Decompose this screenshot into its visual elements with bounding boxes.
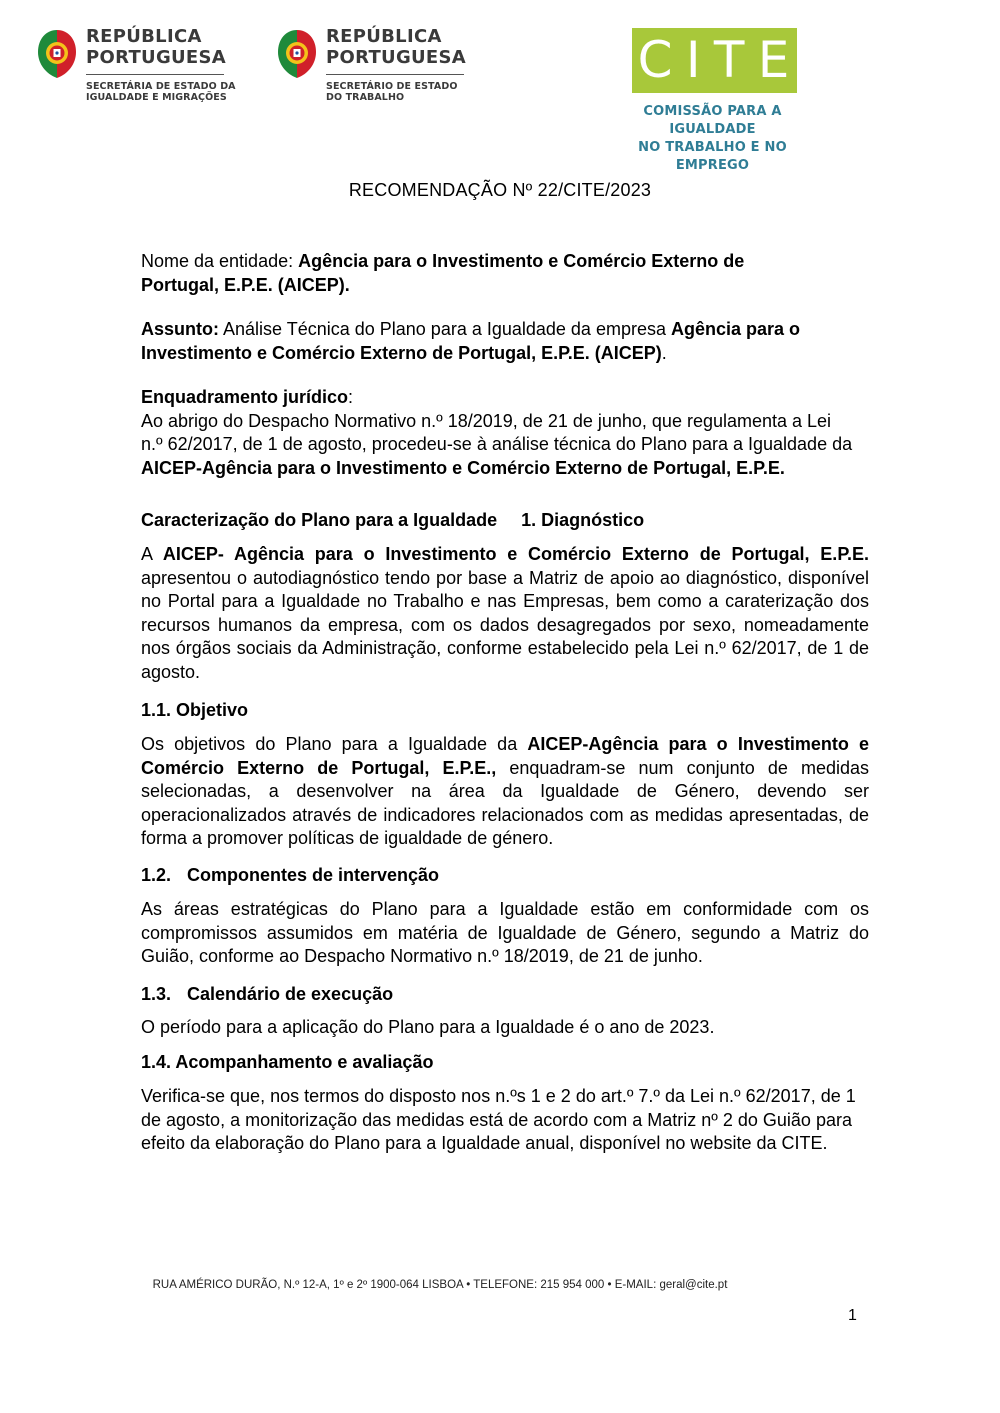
diagnostic-paragraph xyxy=(141,543,869,684)
cite-caption-line-1: COMISSÃO PARA A IGUALDADE xyxy=(643,104,782,137)
entity-paragraph xyxy=(141,250,781,297)
subject-label: Assunto: xyxy=(141,319,219,339)
logo-divider xyxy=(326,74,464,75)
diagnostic-company: AICEP- Agência para o Investimento e Comércio Externo de Portugal, E.P.E. xyxy=(162,544,870,564)
cite-logo-caption xyxy=(605,103,820,175)
legal-framework-text: Ao abrigo do Despacho Normativo n.º 18/2019, de 21 de junho, que regulamenta a Lei n.º 62/2017, de 1 de agosto, procedeu-se à análise técnica do Plano para a Igualdade da xyxy=(141,410,853,454)
legal-framework-paragraph xyxy=(141,386,856,480)
document-title: RECOMENDAÇÃO Nº 22/CITE/2023 xyxy=(348,180,652,200)
secretariat-line-1: SECRETÁRIA DE ESTADO DA xyxy=(86,81,236,92)
secretariat-line-2: IGUALDADE E MIGRAÇÕES xyxy=(86,92,227,103)
section-1-4-heading: 1.4. Acompanhamento e avaliação xyxy=(141,1052,434,1072)
subject-company: Agência para o Investimento e Comércio Externo de Portugal, E.P.E. (AICEP) xyxy=(141,319,801,363)
entity-name: Agência para o Investimento e Comércio Externo de Portugal, E.P.E. (AICEP). xyxy=(141,251,745,295)
cite-letter-c: C xyxy=(637,31,675,89)
section-1-1-text-b: enquadram-se num conjunto de medidas selecionadas, a desenvolver na área da Igualdade de Género, devendo ser operacionalizados através de indicadores relacionados com as medidas apresentadas, de forma a promover políticas de igualdade de género. xyxy=(141,757,869,848)
republica-portuguesa-igualdade-logo xyxy=(36,26,236,116)
section-1-2-title: Componentes de intervenção xyxy=(187,865,440,885)
legal-framework-label: Enquadramento jurídico xyxy=(141,387,349,407)
republica-portuguesa-trabalho-logo xyxy=(276,26,466,116)
section-1-3-number: 1.3. xyxy=(141,984,172,1004)
section-1-1-heading: 1.1. Objetivo xyxy=(141,700,249,720)
footer-address: RUA AMÉRICO DURÃO, N.º 12-A, 1º e 2º 1900-064 LISBOA • TELEFONE: 215 954 000 • E-MAIL: geral@cite.pt xyxy=(152,1279,728,1291)
portuguese-coat-of-arms-icon xyxy=(276,28,318,80)
subject-paragraph xyxy=(141,318,806,365)
cite-letter-e: E xyxy=(757,31,792,89)
diagnostic-section-title: 1. Diagnóstico xyxy=(521,510,645,530)
section-1-3-paragraph: O período para a aplicação do Plano para a Igualdade é o ano de 2023. xyxy=(141,1017,715,1037)
secretariat-line-1: SECRETÁRIO DE ESTADO xyxy=(326,81,458,92)
portuguese-coat-of-arms-icon xyxy=(36,28,78,80)
entity-separator: : xyxy=(288,251,299,271)
section-1-2-number: 1.2. xyxy=(141,865,172,885)
government-name-line-2: PORTUGUESA xyxy=(326,47,467,68)
characterization-title: Caracterização do Plano para a Igualdade xyxy=(141,510,498,530)
section-1-4-paragraph: Verifica-se que, nos termos do disposto nos n.ºs 1 e 2 do art.º 7.º da Lei n.º 62/2017, de 1 de agosto, a monitorização das medidas está de acordo com a Matriz nº 2 do Guião para efeito da elaboração do Plano para a Igualdade anual, disponível no website da CITE. xyxy=(141,1086,856,1153)
section-1-1-company: AICEP-Agência para o Investimento e Comércio Externo de Portugal, E.P.E., xyxy=(141,734,869,778)
logo-divider xyxy=(86,74,224,75)
subject-text: Análise Técnica do Plano para a Igualdade da empresa xyxy=(219,319,671,339)
government-name-line-1: REPÚBLICA xyxy=(86,26,202,47)
secretariat-line-2: DO TRABALHO xyxy=(326,92,405,103)
diagnostic-intro: A xyxy=(141,544,163,564)
section-1-2-paragraph: As áreas estratégicas do Plano para a Igualdade estão em conformidade com os compromissos assumidos em matéria de Igualdade de Género, segundo a Matriz do Guião, conforme ao Despacho Normativo n.º 18/2019, de 21 de junho. xyxy=(141,899,869,966)
characterization-heading xyxy=(141,508,644,532)
cite-caption-line-2: NO TRABALHO E NO EMPREGO xyxy=(638,140,787,173)
section-1-1-text-a: Os objetivos do Plano para a Igualdade da xyxy=(141,734,528,754)
government-name-line-2: PORTUGUESA xyxy=(86,47,227,68)
subject-end: . xyxy=(661,342,667,363)
page-number: 1 xyxy=(848,1307,857,1324)
legal-framework-company: AICEP-Agência para o Investimento e Comércio Externo de Portugal, E.P.E. xyxy=(141,457,785,478)
cite-letter-i: I xyxy=(685,31,703,89)
cite-logo-box xyxy=(632,28,797,93)
cite-logo-wordmark xyxy=(632,28,797,93)
section-1-3-title: Calendário de execução xyxy=(187,984,394,1004)
government-name-line-1: REPÚBLICA xyxy=(326,26,442,47)
cite-letter-t: T xyxy=(713,31,747,89)
legal-framework-colon: : xyxy=(348,387,354,407)
section-1-1-paragraph xyxy=(141,733,869,851)
section-1-2-heading xyxy=(141,863,439,887)
section-1-3-heading xyxy=(141,982,393,1006)
diagnostic-text: apresentou o autodiagnóstico tendo por base a Matriz de apoio ao diagnóstico, disponível no Portal para a Igualdade no Trabalho e nas Empresas, bem como a caraterização dos recursos humanos da empresa, com os dados desagregados por sexo, nomeadamente nos órgãos sociais da Administração, conforme estabelecido pela Lei n.º 62/2017, de 1 de agosto. xyxy=(141,567,869,682)
entity-label: Nome da entidade xyxy=(141,251,289,271)
